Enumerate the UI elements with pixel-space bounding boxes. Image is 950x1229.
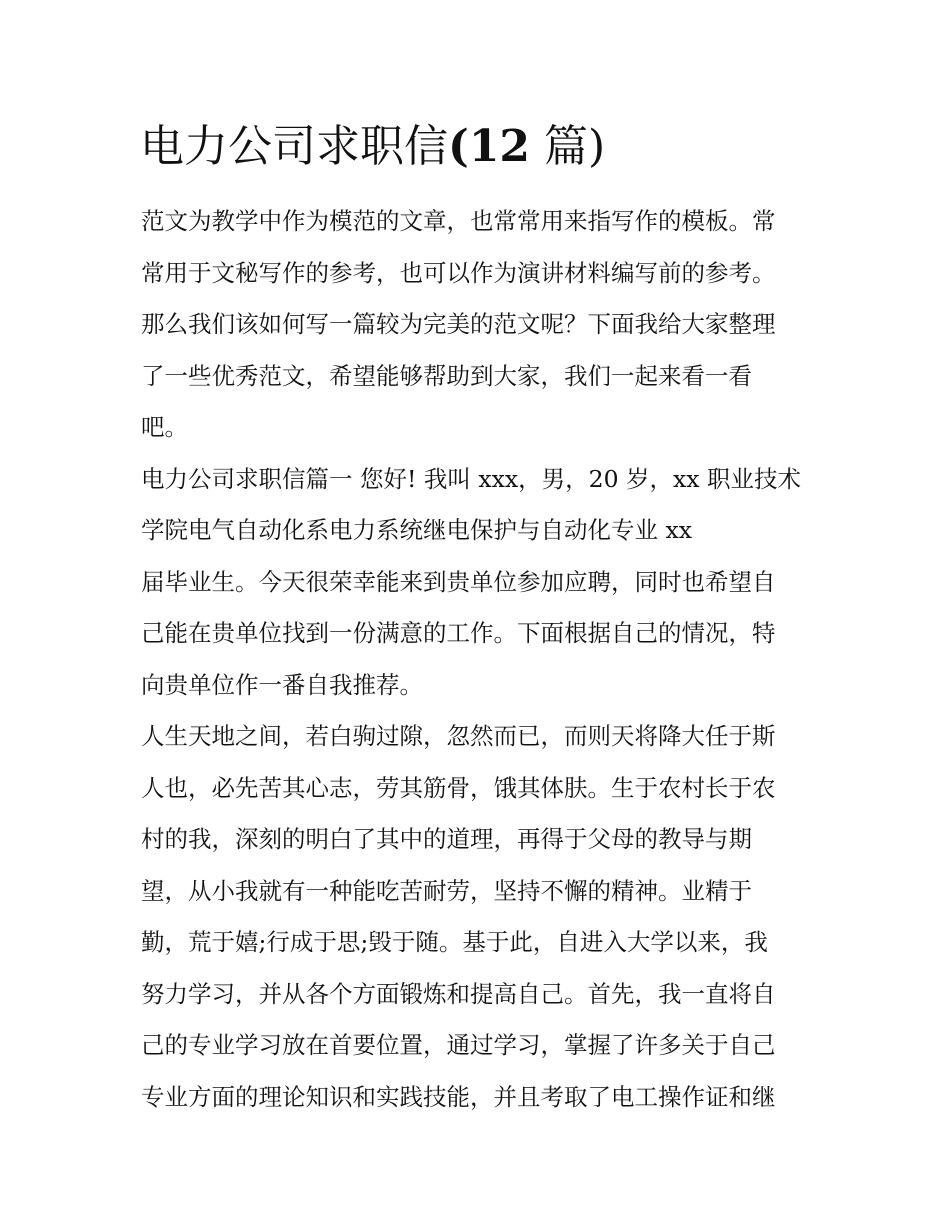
text-line: 届毕业生。今天很荣幸能来到贵单位参加应聘，同时也希望自 (141, 567, 776, 596)
text-line: 了一些优秀范文，希望能够帮助到大家，我们一起来看一看 (141, 361, 752, 390)
text-line: 吧。 (141, 413, 188, 441)
text-line: 己的专业学习放在首要位置，通过学习，掌握了许多关于自己 (141, 1031, 776, 1059)
text-line: 己能在贵单位找到一份满意的工作。下面根据自己的情况，特 (141, 619, 776, 647)
text-line: 村的我，深刻的明白了其中的道理，再得于父母的教导与期 (141, 825, 752, 853)
document-body (141, 196, 821, 1123)
title-text: 电力公司求职信 (140, 121, 448, 172)
text-line: 那么我们该如何写一篇较为完美的范文呢？下面我给大家整理 (141, 310, 776, 338)
text-line: 专业方面的理论知识和实践技能，并且考取了电工操作证和继 (141, 1082, 776, 1111)
text-line: 人也，必先苦其心志，劳其筋骨，饿其体肤。生于农村长于农 (141, 773, 776, 802)
text-line: 向贵单位作一番自我推荐。 (141, 670, 423, 699)
title-count: (12 (448, 121, 531, 172)
text-line: 范文为教学中作为模范的文章，也常常用来指写作的模板。常 (141, 207, 776, 235)
document-title (140, 117, 605, 177)
title-suffix: 篇) (530, 121, 606, 172)
text-line: 人生天地之间，若白驹过隙，忽然而已，而则天将降大任于斯 (141, 722, 776, 750)
text-line: 电力公司求职信篇一 您好! 我叫 xxx，男，20 岁，xx 职业技术 (141, 464, 801, 493)
text-line: 常用于文秘写作的参考，也可以作为演讲材料编写前的参考。 (141, 258, 776, 287)
text-line: 望，从小我就有一种能吃苦耐劳，坚持不懈的精神。业精于 (141, 876, 752, 905)
text-line: 努力学习，并从各个方面锻炼和提高自己。首先，我一直将自 (141, 979, 776, 1008)
text-line: 学院电气自动化系电力系统继电保护与自动化专业 xx (141, 516, 692, 544)
text-line: 勤，荒于嬉;行成于思;毁于随。基于此，自进入大学以来，我 (141, 928, 768, 956)
